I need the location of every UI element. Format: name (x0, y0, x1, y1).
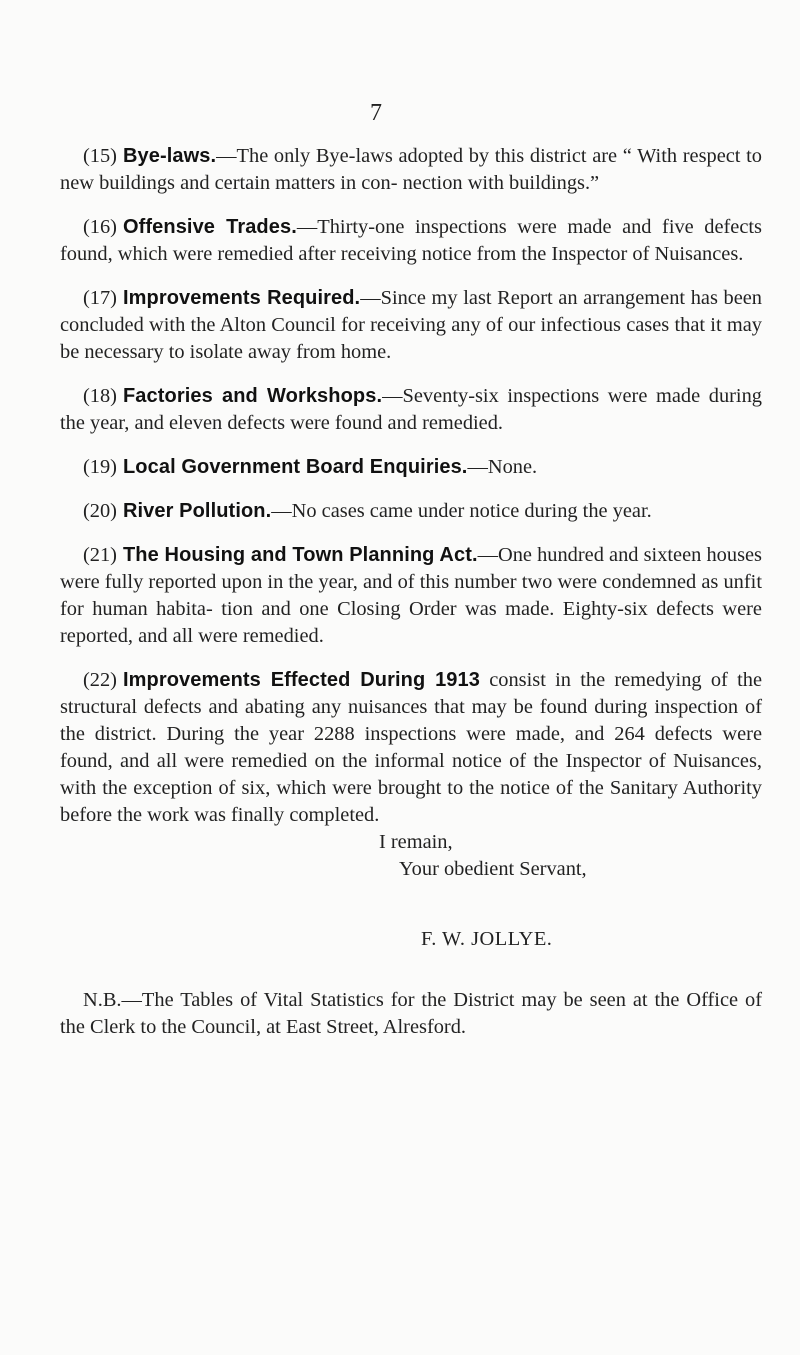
section-text: consist in the remedying of the structural defects and abating any nuisances that may be found during inspection of the district. During the year 2288 inspections were made, and 264 defects were found, and all were remedied on the informal notice of the Inspector of Nuisances, with the exception of six, which were brought to the notice of the Sanitary Authority before the work was finally completed. (60, 669, 762, 826)
closing-line-remain: I remain, (379, 831, 453, 853)
section-text: —The only Bye-laws adopted by this district are “ With respect to new buildings and certain matters in con- nection with buildings.” (60, 145, 762, 194)
section-text: —No cases came under notice during the year. (271, 500, 652, 522)
section-heading: River Pollution. (122, 500, 272, 522)
page-number: 7 (370, 100, 382, 126)
section-number: (21) (83, 544, 117, 566)
section-factories-workshops (60, 383, 762, 437)
section-river-pollution (60, 498, 762, 525)
footnote: N.B.—The Tables of Vital Statistics for the District may be seen at the Office of the Clerk to the Council, at East Street, Alresford. (60, 989, 762, 1038)
section-heading: Bye-laws. (122, 145, 217, 167)
section-improvements-effected (60, 667, 762, 829)
section-heading: Improvements Required. (122, 287, 361, 309)
section-housing-act (60, 542, 762, 650)
section-number: (16) (83, 216, 117, 238)
section-text: —One hundred and sixteen houses were fully reported upon in the year, and of this number two were condemned as unfit for human habita- tion and one Closing Order was made. Eighty-six defects were reported, and all were remedied. (60, 544, 762, 647)
section-number: (17) (83, 287, 117, 309)
section-text: —Seventy-six inspections were made during the year, and eleven defects were found and remedied. (60, 385, 762, 434)
section-bye-laws (60, 143, 762, 197)
section-offensive-trades (60, 214, 762, 268)
section-lgb-enquiries (60, 454, 762, 481)
section-number: (15) (83, 145, 117, 167)
section-number: (22) (83, 669, 117, 691)
closing (60, 829, 762, 883)
section-heading: Offensive Trades. (122, 216, 297, 238)
section-heading: Factories and Workshops. (122, 385, 383, 407)
section-number: (19) (83, 456, 117, 478)
section-text: —None. (467, 456, 538, 478)
section-heading: Local Government Board Enquiries. (122, 456, 468, 478)
section-improvements-required (60, 285, 762, 366)
section-text: —Since my last Report an arrangement has been concluded with the Alton Council for receiving any of our infectious cases that it may be necessary to isolate away from home. (60, 287, 762, 363)
section-number: (18) (83, 385, 117, 407)
section-heading: Improvements Effected During 1913 (122, 669, 480, 691)
report-body (60, 143, 762, 1061)
closing-line-servant: Your obedient Servant, (399, 858, 587, 880)
section-text: —Thirty-one inspections were made and five defects found, which were remedied after receiving notice from the Inspector of Nuisances. (60, 216, 762, 265)
signature: F. W. JOLLYE. (421, 928, 553, 950)
section-heading: The Housing and Town Planning Act. (122, 544, 478, 566)
section-number: (20) (83, 500, 117, 522)
